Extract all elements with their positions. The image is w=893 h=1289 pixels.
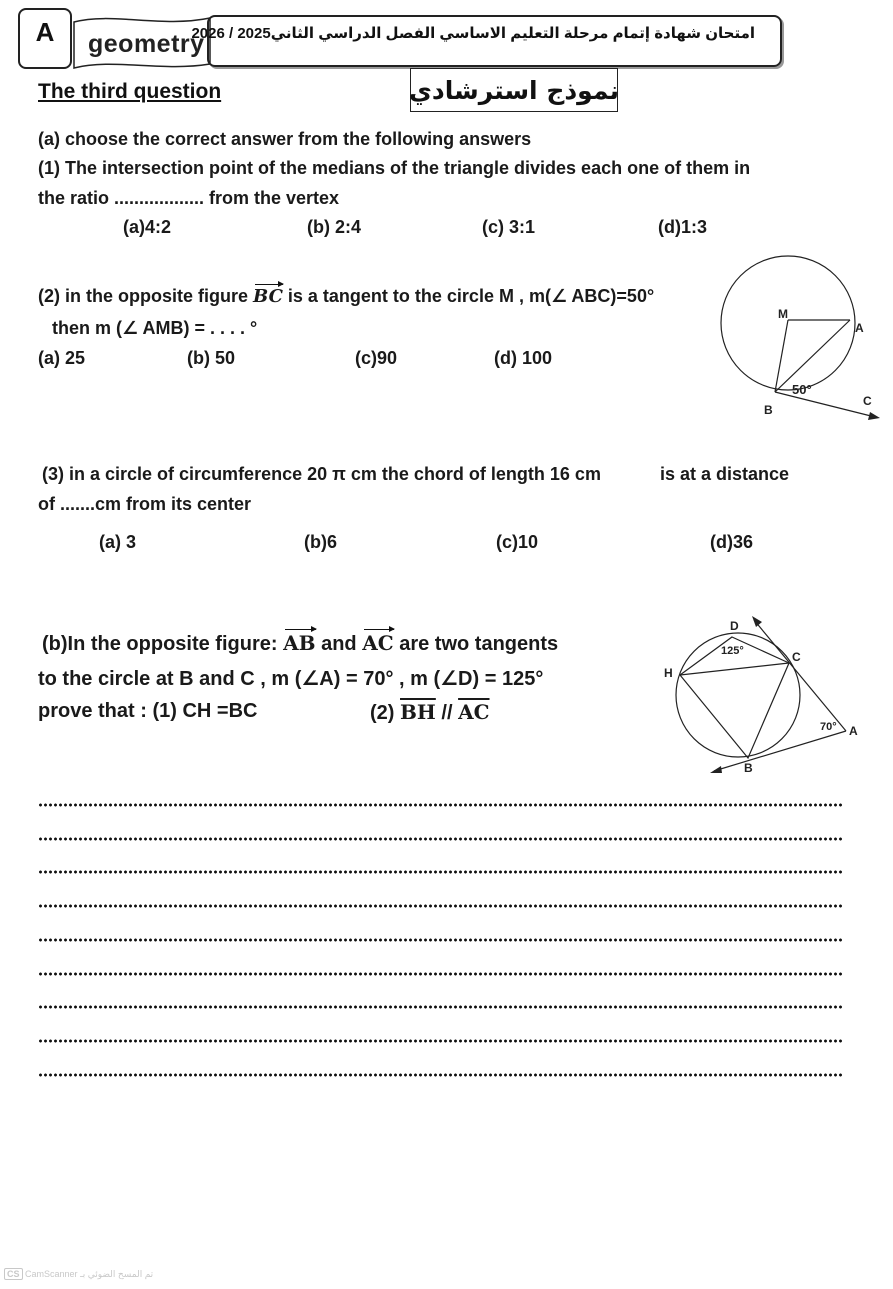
label-d: D xyxy=(730,619,739,633)
answer-line[interactable] xyxy=(38,938,842,942)
answer-line[interactable] xyxy=(38,904,842,908)
segment-bh: $\overline{BH}$ xyxy=(400,700,436,724)
answer-line[interactable] xyxy=(38,1073,842,1077)
scanner-logo: CS xyxy=(4,1268,23,1280)
angle-d-label: 125° xyxy=(721,645,744,657)
scanner-watermark xyxy=(4,1268,153,1280)
part-b-line3: prove that : (1) CH =BC xyxy=(38,700,258,722)
q3-choice-c[interactable]: (c)10 xyxy=(496,532,539,552)
q2-figure xyxy=(700,240,893,430)
q3-line2: of .......cm from its center xyxy=(38,494,252,514)
q2-choice-b[interactable]: (b) 50 xyxy=(187,348,236,368)
q1-choice-a[interactable]: (a)4:2 xyxy=(123,217,172,237)
angle-a-label: 70° xyxy=(820,721,837,733)
q2-vector-bc: BC xyxy=(253,286,283,307)
label-b: B xyxy=(744,761,753,775)
q1-choice-d[interactable]: (d)1:3 xyxy=(658,217,707,237)
label-a: A xyxy=(849,724,858,738)
q2-choice-a[interactable]: (a) 25 xyxy=(38,348,86,368)
model-label-box xyxy=(410,68,618,112)
scanner-text: CamScanner تم المسح الضوئي بـ xyxy=(25,1269,154,1279)
subject-label: geometry xyxy=(88,30,205,58)
model-label: نموذج استرشادي xyxy=(409,75,619,105)
label-m: M xyxy=(778,307,788,321)
and-word: and xyxy=(321,633,357,655)
label-c: C xyxy=(863,394,872,408)
angle-label-50: 50° xyxy=(792,382,812,397)
label-a: A xyxy=(855,321,864,335)
q3-choice-a[interactable]: (a) 3 xyxy=(99,532,137,552)
part2-number: (2) xyxy=(370,702,395,724)
q1-choice-c[interactable]: (c) 3:1 xyxy=(482,217,536,237)
part-b-figure xyxy=(650,605,880,785)
answer-line[interactable] xyxy=(38,837,842,841)
tangent-arrow-icon xyxy=(868,412,880,420)
segment-ac: $\overline{AC}$ xyxy=(458,700,490,724)
parallel-symbol: // xyxy=(441,702,453,724)
vector-ab: AB xyxy=(283,631,316,655)
part-a-instruction: (a) choose the correct answer from the following answers xyxy=(38,129,532,149)
version-letter-box xyxy=(18,8,72,69)
q2-choice-d[interactable]: (d) 100 xyxy=(494,348,553,368)
tangent-ac-arrow-icon xyxy=(752,616,762,627)
answer-line[interactable] xyxy=(38,803,842,807)
q3-choice-d[interactable]: (d)36 xyxy=(710,532,754,552)
q1-line2: the ratio .................. from the vertex xyxy=(38,188,340,208)
tangent-ab xyxy=(714,731,846,771)
answer-line[interactable] xyxy=(38,870,842,874)
tangent-ab-arrow-icon xyxy=(710,766,722,773)
label-h: H xyxy=(664,666,673,680)
part-b-line3-part2 xyxy=(370,700,490,725)
q2-prefix: (2) in the opposite figure xyxy=(38,286,248,306)
q3-line1a: (3) in a circle of circumference 20 π cm the chord of length 16 cm xyxy=(42,464,601,484)
q3-choice-b[interactable]: (b)6 xyxy=(304,532,337,552)
version-letter: A xyxy=(35,17,55,47)
q2-choice-c[interactable]: (c)90 xyxy=(355,348,398,368)
section-title: The third question xyxy=(38,80,222,103)
tangent-ac xyxy=(754,620,846,731)
label-c: C xyxy=(792,650,801,664)
q2-line1 xyxy=(38,286,654,307)
answer-line[interactable] xyxy=(38,972,842,976)
q3-line1b: is at a distance xyxy=(660,464,790,484)
part-b-line1 xyxy=(42,631,558,656)
q2-suffix: is a tangent to the circle M , m(∠ ABC)=50° xyxy=(287,286,655,306)
answer-line[interactable] xyxy=(38,1005,842,1009)
exam-title: امتحان شهادة إتمام مرحلة التعليم الاساسي الفصل الدراسي الثاني2025 / 2026 xyxy=(191,25,755,42)
tangent-bc xyxy=(775,392,875,417)
q1-line1: (1) The intersection point of the medians of the triangle divides each one of them in xyxy=(38,158,751,178)
label-b: B xyxy=(764,403,773,417)
q1-choice-b[interactable]: (b) 2:4 xyxy=(307,217,361,237)
part-b-suffix: are two tangents xyxy=(399,633,559,655)
part-b-line2: to the circle at B and C , m (∠A) = 70° , m (∠D) = 125° xyxy=(38,668,544,690)
chord-hc xyxy=(680,663,789,675)
part-b-prefix: (b)In the opposite figure: xyxy=(42,633,278,655)
vector-ac: AC xyxy=(362,631,394,655)
q2-line2: then m (∠ AMB) = . . . . ° xyxy=(52,318,258,338)
answer-line[interactable] xyxy=(38,1039,842,1043)
